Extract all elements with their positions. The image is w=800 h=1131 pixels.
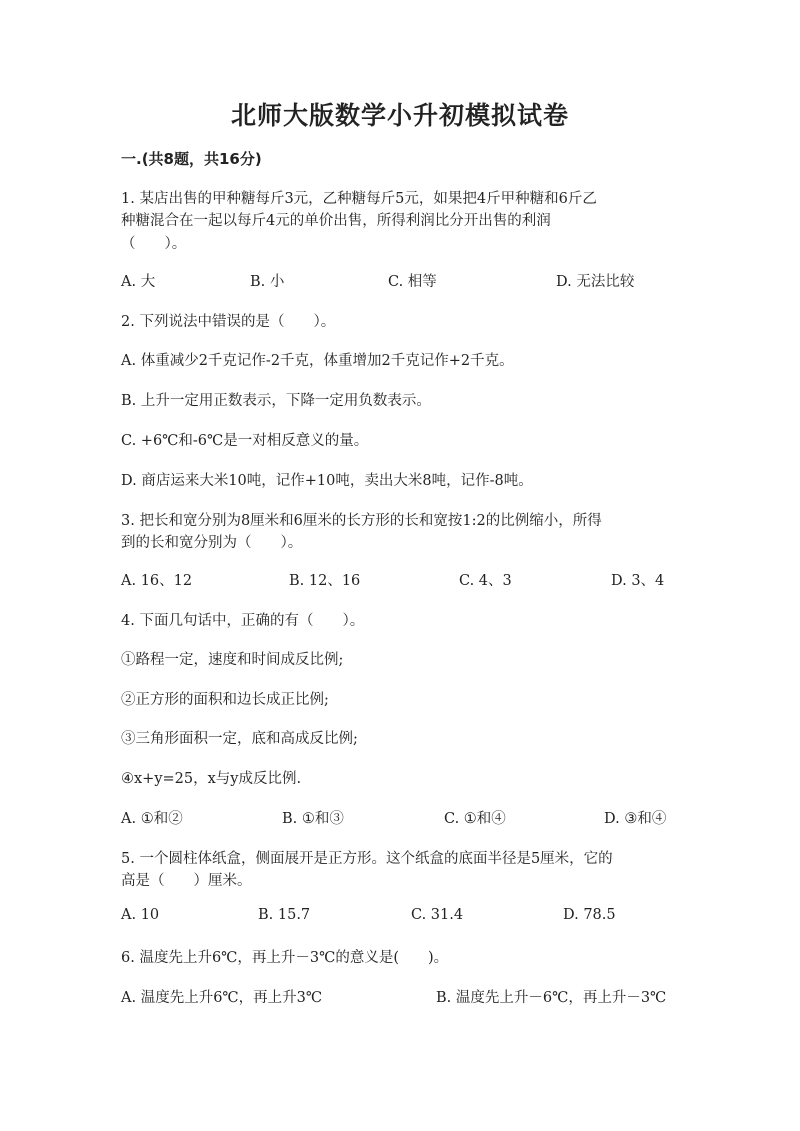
page-title: 北师大版数学小升初模拟试卷 — [230, 101, 569, 130]
question-3-option-c: C. 4、3 — [459, 573, 512, 589]
question-5-line-2: 高是（ ）厘米。 — [121, 873, 252, 889]
question-3-option-b: B. 12、16 — [289, 573, 361, 589]
question-4-option-a: A. ①和② — [121, 811, 183, 827]
question-6-option-a: A. 温度先上升6℃，再上升3℃ — [121, 990, 323, 1006]
question-5-line-1: 5. 一个圆柱体纸盒，侧面展开是正方形。这个纸盒的底面半径是5厘米，它的 — [121, 851, 613, 867]
question-3-line-1: 3. 把长和宽分别为8厘米和6厘米的长方形的长和宽按1:2的比例缩小，所得 — [121, 513, 602, 529]
question-3-option-d: D. 3、4 — [611, 573, 665, 589]
question-1-option-c: C. 相等 — [388, 274, 437, 290]
question-6-option-b: B. 温度先上升－6℃，再上升－3℃ — [436, 990, 667, 1006]
question-2-option-c: C. +6℃和-6℃是一对相反意义的量。 — [121, 433, 369, 449]
question-5-option-c: C. 31.4 — [411, 907, 464, 923]
question-2-option-b: B. 上升一定用正数表示，下降一定用负数表示。 — [121, 393, 431, 409]
question-1-option-d: D. 无法比较 — [556, 274, 635, 290]
question-4-statement-3: ③三角形面积一定，底和高成反比例; — [121, 731, 358, 747]
question-1-option-a: A. 大 — [121, 274, 156, 290]
question-5-option-d: D. 78.5 — [563, 907, 616, 923]
question-4-option-c: C. ①和④ — [444, 811, 506, 827]
question-5-option-a: A. 10 — [121, 907, 160, 923]
section-heading: 一.(共8题，共16分) — [121, 150, 262, 168]
question-3-line-2: 到的长和宽分别为（ ）。 — [121, 535, 303, 551]
question-4-option-b: B. ①和③ — [282, 811, 344, 827]
question-4-option-d: D. ③和④ — [604, 811, 667, 827]
question-1-line-1: 1. 某店出售的甲种糖每斤3元，乙种糖每斤5元，如果把4斤甲种糖和6斤乙 — [121, 191, 597, 207]
question-5-option-b: B. 15.7 — [258, 907, 311, 923]
question-2-option-d: D. 商店运来大米10吨，记作+10吨，卖出大米8吨，记作-8吨。 — [121, 473, 533, 489]
question-4-statement-1: ①路程一定，速度和时间成反比例; — [121, 652, 344, 668]
question-6-stem: 6. 温度先上升6℃，再上升－3℃的意义是( )。 — [121, 950, 449, 966]
question-4-statement-2: ②正方形的面积和边长成正比例; — [121, 692, 329, 708]
question-4-stem: 4. 下面几句话中，正确的有（ ）。 — [121, 613, 365, 629]
question-4-statement-4: ④x+y=25，x与y成反比例. — [121, 771, 302, 787]
question-2-stem: 2. 下列说法中错误的是（ ）。 — [121, 314, 336, 330]
question-1-option-b: B. 小 — [250, 274, 285, 290]
question-2-option-a: A. 体重减少2千克记作-2千克，体重增加2千克记作+2千克。 — [121, 353, 514, 369]
question-3-option-a: A. 16、12 — [121, 573, 193, 589]
question-1-line-2: 种糖混合在一起以每斤4元的单价出售，所得利润比分开出售的利润 — [121, 213, 551, 229]
question-1-line-3: （ ）。 — [121, 236, 187, 252]
